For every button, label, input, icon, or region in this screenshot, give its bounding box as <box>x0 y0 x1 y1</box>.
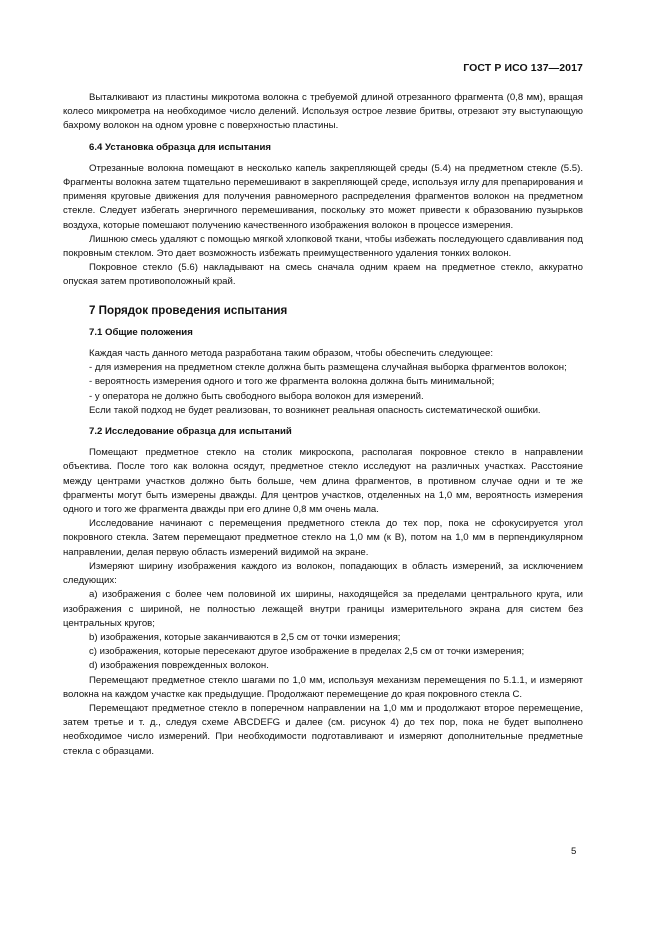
list-item: b) изображения, которые заканчиваются в 2,5 см от точки измерения; <box>89 631 401 643</box>
paragraph: Отрезанные волокна помещают в несколько капель закрепляющей среды (5.4) на предметном стекле (5.5). Фрагменты волокна затем тщательно перемешивают в закрепляющей среде, используя иглу для препарирования и применяя круговые движения для получения равномерного распределения фрагментов волокон на предметном стекле. Следует избегать энергичного перемешивания, поскольку это может привести к образованию пузырьков воздуха, которые помешают получению качественного изображения волокон в процессе измерения. <box>63 162 583 231</box>
standard-header: ГОСТ Р ИСО 137—2017 <box>463 62 583 74</box>
paragraph: Измеряют ширину изображения каждого из волокон, попадающих в область измерений, за исключением следующих: <box>63 560 583 587</box>
list-item: d) изображения поврежденных волокон. <box>89 660 269 672</box>
paragraph: Покровное стекло (5.6) накладывают на смесь сначала одним краем на предметное стекло, аккуратно опуская затем противоположный край. <box>63 262 583 288</box>
paragraph: Помещают предметное стекло на столик микроскопа, располагая покровное стекло в направлении объектива. После того как волокна осядут, предметное стекло исследуют на различных участках. Расстояние между центрами участков должно быть больше, чем длина фрагментов, в противном случае одни и те же фрагменты могут быть измерены дважды. Для центров участков, отделенных на 1,0 мм, вероятность измерения одного и того же фрагмента дважды при его длине 0,8 мм очень мала. <box>63 447 583 516</box>
list-item: - для измерения на предметном стекле должна быть размещена случайная выборка фрагментов волокон; <box>89 362 567 374</box>
section-heading: 7 Порядок проведения испытания <box>89 303 288 317</box>
list-item: - вероятность измерения одного и того же фрагмента волокна должна быть минимальной; <box>89 376 495 388</box>
paragraph: Лишнюю смесь удаляют с помощью мягкой хлопковой ткани, чтобы избежать последующего сдавливания под покровным стеклом. Это дает возможность избежать преимущественного удаления тонких волокон. <box>63 233 583 260</box>
subsection-heading: 7.1 Общие положения <box>89 326 193 338</box>
page-number: 5 <box>571 846 577 857</box>
document-body <box>63 91 583 759</box>
subsection-heading: 7.2 Исследование образца для испытаний <box>89 426 292 438</box>
paragraph: Исследование начинают с перемещения предметного стекла до тех пор, пока не сфокусируется угол покровного стекла. Затем перемещают предметное стекло на 1,0 мм (к B), потом на 1,0 мм в перпендикулярном направлении, делая первую область измерений видимой на экране. <box>63 518 583 558</box>
list-item: c) изображения, которые пересекают другое изображение в пределах 2,5 см от точки измерения; <box>89 646 525 658</box>
paragraph: Перемещают предметное стекло в поперечном направлении на 1,0 мм и продолжают второе перемещение, затем третье и т. д., следуя схеме ABCDEFG и далее (см. рисунок 4) до тех пор, пока не будет выполнено необходимое число измерений. При необходимости подготавливают и измеряют дополнительные предметные стекла с образцами. <box>63 702 583 757</box>
paragraph: Выталкивают из пластины микротома волокна с требуемой длиной отрезанного фрагмента (0,8 мм), вращая колесо микрометра на необходимое число делений. Используя острое лезвие бритвы, отрезают эту выступающую бахрому волокон на одном уровне с поверхностью пластины. <box>63 92 583 132</box>
paragraph: Перемещают предметное стекло шагами по 1,0 мм, используя механизм перемещения по 5.1.1, и измеряют волокна на каждом участке как предыдущие. Продолжают перемещение до края покровного стекла C. <box>63 674 583 700</box>
list-item: a) изображения с более чем половиной их ширины, находящейся за пределами центрального круга, или изображения с шириной, не полностью лежащей внутри границы измерительного экрана для систем без центральных кругов; <box>63 589 583 629</box>
list-item: - у оператора не должно быть свободного выбора волокон для измерений. <box>89 390 424 402</box>
subsection-heading: 6.4 Установка образца для испытания <box>89 141 271 153</box>
paragraph: Если такой подход не будет реализован, то возникнет реальная опасность систематической ошибки. <box>89 404 541 416</box>
paragraph: Каждая часть данного метода разработана таким образом, чтобы обеспечить следующее: <box>89 348 494 360</box>
